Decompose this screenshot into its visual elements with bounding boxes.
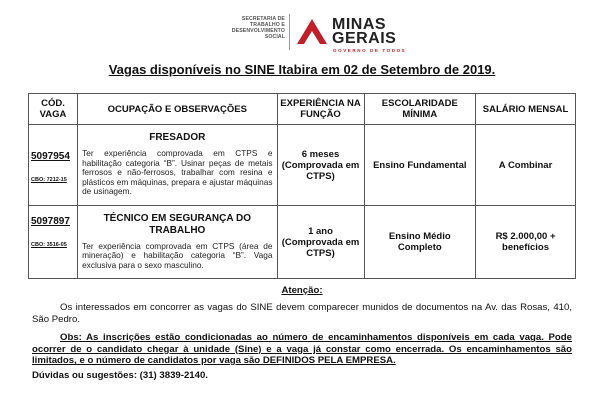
page-header <box>0 14 604 54</box>
job-occupation-cell <box>78 125 277 206</box>
notes-contact: Dúvidas ou sugestões: (31) 3839-2140. <box>32 370 208 382</box>
notes-heading: Atenção: <box>281 285 323 296</box>
job-title: FRESADOR <box>149 132 206 144</box>
secretaria-label <box>205 16 285 40</box>
job-cbo: CBO: 3516-05 <box>31 242 67 248</box>
secretaria-line: SECRETARIA DE <box>241 16 285 22</box>
job-cbo: CBO: 7212-15 <box>31 177 67 183</box>
header-schooling: ESCOLARIDADE MÍNIMA <box>364 94 476 125</box>
header-salary: SALÁRIO MENSAL <box>476 94 576 125</box>
logo-subtitle: GOVERNO DE TODOS <box>333 48 407 53</box>
page-title: Vagas disponíveis no SINE Itabira em 02 de Setembro de 2019. <box>108 62 496 77</box>
job-code: 5097954 <box>31 151 70 162</box>
job-experience: 6 meses (Comprovada em CTPS) <box>277 125 364 206</box>
header-code: CÓD. VAGA <box>29 94 78 125</box>
secretaria-line: SOCIAL <box>264 34 285 40</box>
logo-line: MINAS <box>332 16 387 33</box>
job-schooling: Ensino Fundamental <box>364 125 476 206</box>
logo-line: GERAIS <box>332 30 397 47</box>
minas-gerais-logo-text <box>332 18 396 46</box>
job-title: TÉCNICO EM SEGURANÇA DO TRABALHO <box>103 212 251 236</box>
job-occupation-cell <box>78 206 277 279</box>
jobs-table <box>28 93 576 279</box>
job-description: Ter experiência comprovada em CTPS e habilitação categoria “B”. Usinar peças de metais ferrosos e não-ferrosos, trabalhar com resina e plásticos em máquinas, prepara e ajustar máquinas de usinagem. <box>82 148 273 197</box>
job-description: Ter experiência comprovada em CTPS (área de mineração) e habilitação categoria “B”. Vaga exclusiva para o sexo masculino. <box>82 240 273 270</box>
job-schooling: Ensino Médio Completo <box>364 206 476 279</box>
notes-observation: Obs: As inscrições estão condicionadas ao número de encaminhamentos disponíveis em cada vaga. Pode ocorrer de o candidato chegar à unidade (Sine) e a vaga já constar como encerrada. Os encaminhamentos são limitados, e o número de candidatos por vaga são DEFINIDOS PELA EMPRESA. <box>32 332 572 367</box>
header-divider <box>289 14 290 50</box>
job-code-cell <box>29 206 78 279</box>
job-code-cell <box>29 125 78 206</box>
job-code: 5097897 <box>31 216 70 227</box>
header-experience: EXPERIÊNCIA NA FUNÇÃO <box>277 94 364 125</box>
table-header-row <box>29 94 576 125</box>
secretaria-line: TRABALHO E <box>249 22 285 28</box>
notes-paragraph: Os interessados em concorrer as vagas do SINE devem comparecer munidos de documentos na Av. das Rosas, 410, São Pedro. <box>32 302 572 325</box>
header-occupation: OCUPAÇÃO E OBSERVAÇÕES <box>78 94 277 125</box>
job-salary: A Combinar <box>476 125 576 206</box>
table-row <box>29 125 576 206</box>
notes-section <box>32 285 572 382</box>
minas-gerais-logo-icon <box>295 16 329 46</box>
secretaria-line: DESENVOLVIMENTO <box>231 28 285 34</box>
job-experience: 1 ano (Comprovada em CTPS) <box>277 206 364 279</box>
job-salary: R$ 2.000,00 + benefícios <box>476 206 576 279</box>
table-row <box>29 206 576 279</box>
